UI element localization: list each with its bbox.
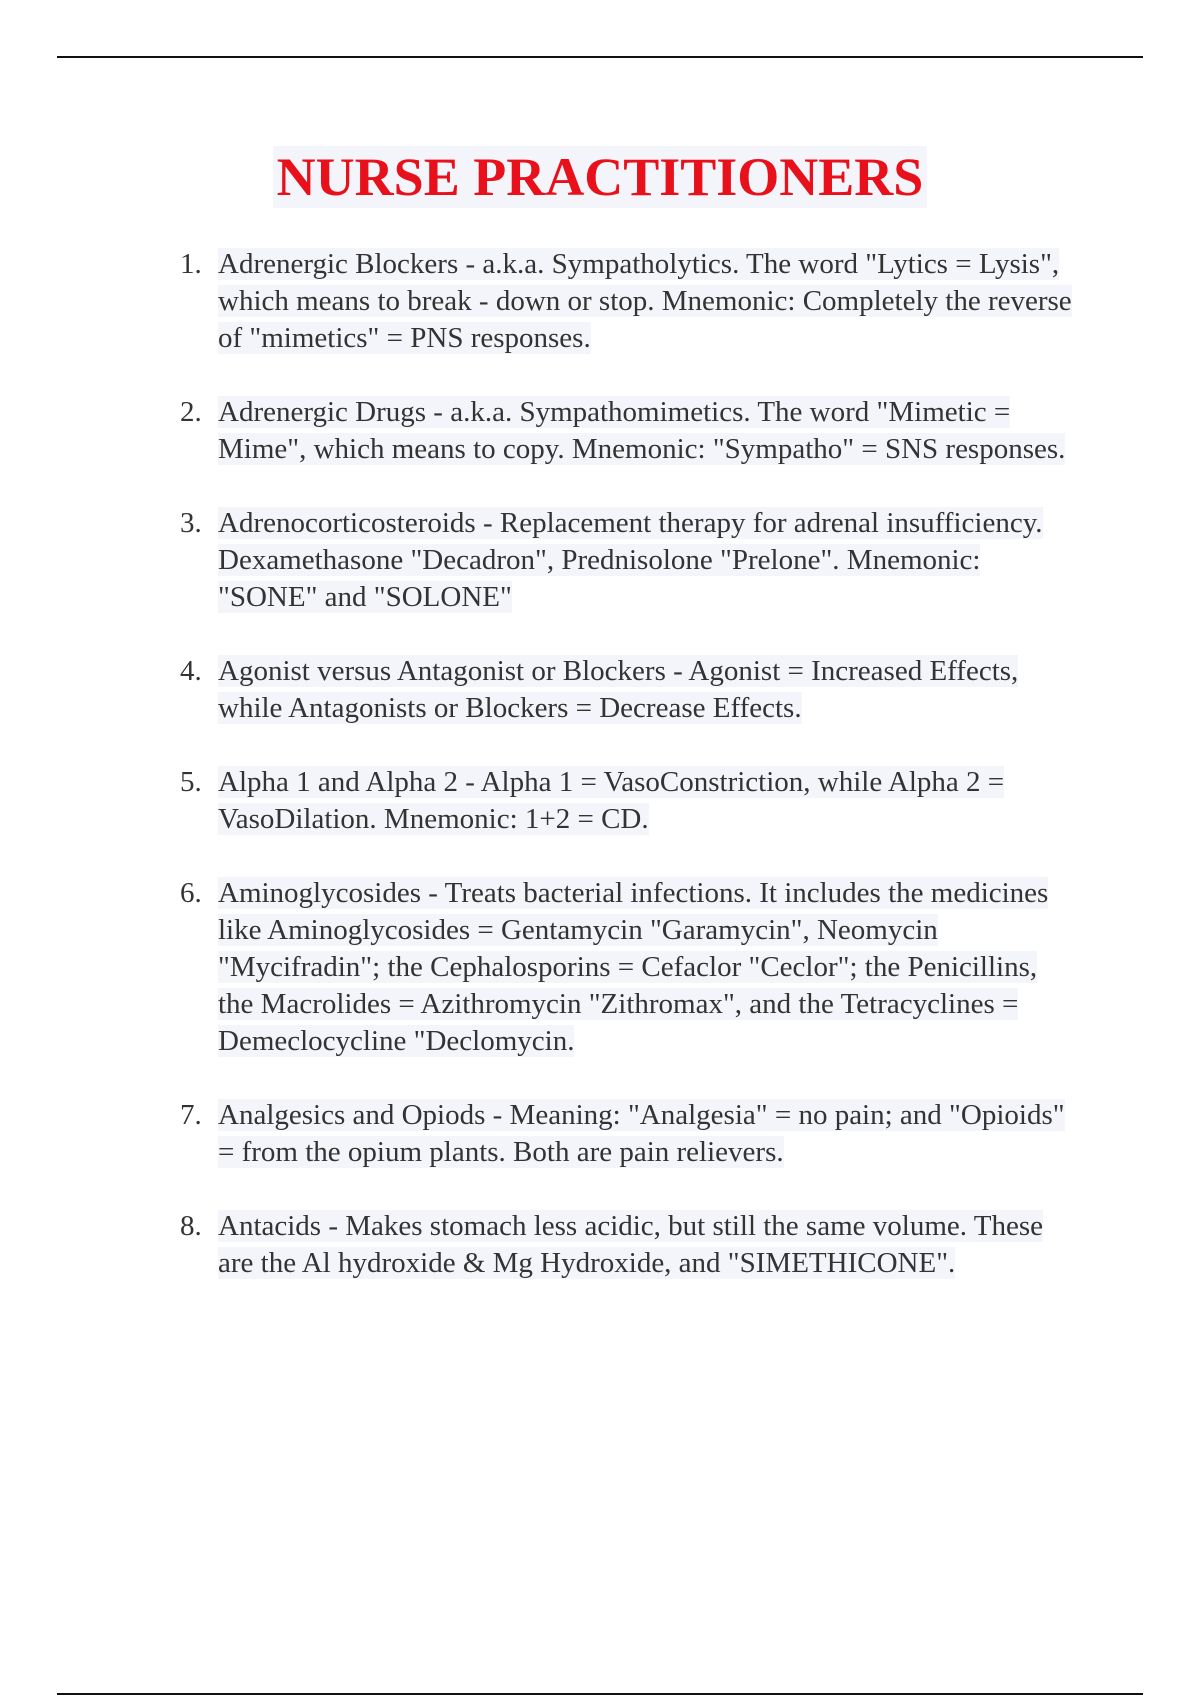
list-item-text-content: Analgesics and Opiods - Meaning: "Analgesia" = no pain; and "Opioids" = from the opium plants. Both are pain relievers. [218,1099,1065,1168]
list-item [0,1208,1200,1282]
list-item-number: 8. [180,1210,202,1242]
list-item-text-content: Alpha 1 and Alpha 2 - Alpha 1 = VasoConstriction, while Alpha 2 = VasoDilation. Mnemonic: 1+2 = CD. [218,766,1005,835]
list-item [0,764,1200,838]
list-item-text [218,394,1078,468]
list-item-number: 3. [180,507,202,539]
list-item [0,394,1200,468]
list-item-number: 4. [180,655,202,687]
list-item-text-content: Adrenocorticosteroids - Replacement therapy for adrenal insufficiency. Dexamethasone "Decadron", Prednisolone "Prelone". Mnemonic: "SONE" and "SOLONE" [218,507,1043,613]
list-item-text [218,1097,1078,1171]
list-item [0,1097,1200,1171]
list-item-text [218,246,1078,357]
list-item-text [218,764,1078,838]
page-title: NURSE PRACTITIONERS [273,146,928,208]
list-item-text-content: Adrenergic Blockers - a.k.a. Sympatholytics. The word "Lytics = Lysis", which means to break - down or stop. Mnemonic: Completely the reverse of "mimetics" = PNS responses. [218,248,1072,354]
list-item-number: 1. [180,248,202,280]
list-item-number: 7. [180,1099,202,1131]
list-item-text [218,505,1078,616]
list-item-text-content: Aminoglycosides - Treats bacterial infections. It includes the medicines like Aminoglycosides = Gentamycin "Garamycin", Neomycin "Mycifradin"; the Cephalosporins = Cefaclor "Ceclor"; the Penicillins, the Macrolides = Azithromycin "Zithromax", and the Tetracyclines = Demeclocycline "Declomycin. [218,877,1049,1057]
list-item [0,875,1200,1060]
list-item-number: 2. [180,396,202,428]
title-container [0,146,1200,208]
terms-list [0,246,1200,1319]
list-item-text [218,1208,1078,1282]
list-item [0,653,1200,727]
top-rule [57,56,1143,58]
bottom-rule [57,1693,1143,1695]
list-item-text-content: Agonist versus Antagonist or Blockers - Agonist = Increased Effects, while Antagonists or Blockers = Decrease Effects. [218,655,1019,724]
list-item-text-content: Adrenergic Drugs - a.k.a. Sympathomimetics. The word "Mimetic = Mime", which means to copy. Mnemonic: "Sympatho" = SNS responses. [218,396,1066,465]
list-item-text-content: Antacids - Makes stomach less acidic, but still the same volume. These are the Al hydroxide & Mg Hydroxide, and "SIMETHICONE". [218,1210,1043,1279]
list-item-number: 5. [180,766,202,798]
list-item [0,505,1200,616]
list-item-text [218,653,1078,727]
list-item-number: 6. [180,877,202,909]
list-item-text [218,875,1078,1060]
list-item [0,246,1200,357]
